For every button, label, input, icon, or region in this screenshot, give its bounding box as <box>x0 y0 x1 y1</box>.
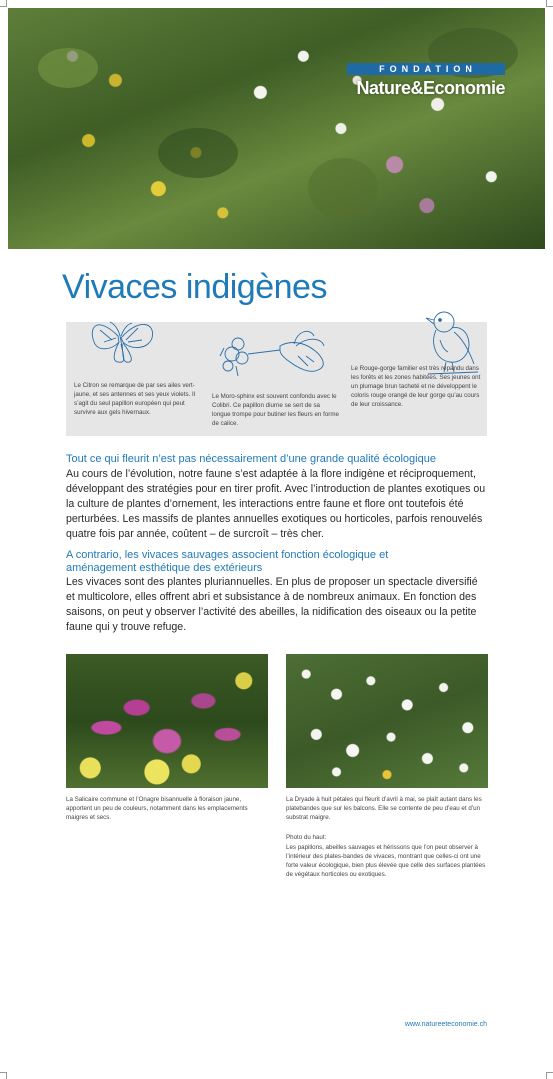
top-photo-caption: Les papillons, abeilles sauvages et hérissons que l’on peut observer à l’intérieur des plates-bandes de vivaces, montrant que celles-ci ont une forte valeur écologique, bien plus élevée que celle des surfaces plantées de végétaux horticoles ou exotiques. <box>286 844 486 878</box>
right-photo-caption: La Dryade à huit pétales qui fleurit d’avril à mai, se plaît autant dans les platebandes que sur les balcons. Elle se contente de peu d’eau et d’un substrat maigre. <box>286 796 482 821</box>
butterfly-caption: Le Citron se remarque de par ses ailes vert-jaune, et ses antennes et ses yeux violets. Il s’agit du seul papillon européen qui peut survivre aux gels hivernaux. <box>74 382 196 416</box>
hero-photo-wildflowers <box>8 8 545 249</box>
crop-mark-bottom-left <box>0 1072 7 1079</box>
logo-fondation-label: FONDATION <box>347 63 505 75</box>
section2-heading-line1: A contrario, les vivaces sauvages associent fonction écologique et <box>66 549 389 561</box>
butterfly-illustration-icon <box>88 316 158 368</box>
robin-caption: Le Rouge-gorge familier est très répandu dans les forêts et les zones habitées. Ses jeunes ont un plumage brun tacheté et ne développent le coloris rouge orangé de leur gorge qu’au cours de leur croissance. <box>351 365 481 408</box>
section1-body: Au cours de l’évolution, notre faune s’est adaptée à la flore indigène et réciproquement, développant des stratégies pour en tirer profit. Avec l’introduction de plantes exotiques ou la culture de plantes d’ornement, les interactions entre faune et flore ont toutefois été perturbées. Les massifs de plantes annuelles exotiques ou horticoles, parfois renouvelés quatre fois par année, coûtent – de surcroît – très cher. <box>66 468 486 540</box>
section2-body: Les vivaces sont des plantes pluriannuelles. En plus de proposer un spectacle diversifié et multicolore, elles offrent abri et subsistance à de nombreux animaux. En fonction des saisons, on peut y observer l’activité des abeilles, la nidification des oiseaux ou la petite faune qui y trouve refuge. <box>66 576 478 633</box>
crop-mark-bottom-right <box>546 1072 553 1079</box>
foundation-logo[interactable] <box>345 59 505 99</box>
crop-mark-top-left <box>0 0 7 7</box>
illustration-band <box>66 322 487 436</box>
hummingbird-moth-illustration-icon <box>218 326 338 382</box>
moth-caption: Le Moro-sphinx est souvent confondu avec le Colibri. Ce papillon diurne se sert de sa longue trompe pour butiner les fleurs en forme de calice. <box>212 393 339 427</box>
crop-mark-top-right <box>546 0 553 7</box>
top-photo-label: Photo du haut: <box>286 834 327 841</box>
left-photo-caption: La Salicaire commune et l’Onagre bisannuelle à floraison jaune, apportent un peu de couleurs, notamment dans les emplacements maigres et secs. <box>66 796 248 821</box>
page-title: Vivaces indigènes <box>62 268 327 306</box>
website-link[interactable]: www.natureeteconomie.ch <box>404 1021 487 1028</box>
section1-heading: Tout ce qui fleurit n’est pas nécessairement d’une grande qualité écologique <box>66 453 436 465</box>
section2-heading-line2: aménagement esthétique des extérieurs <box>66 562 263 574</box>
photo-purple-loosestrife <box>66 654 268 788</box>
photo-mountain-avens <box>286 654 488 788</box>
logo-name: Nature&Economie <box>356 78 505 98</box>
